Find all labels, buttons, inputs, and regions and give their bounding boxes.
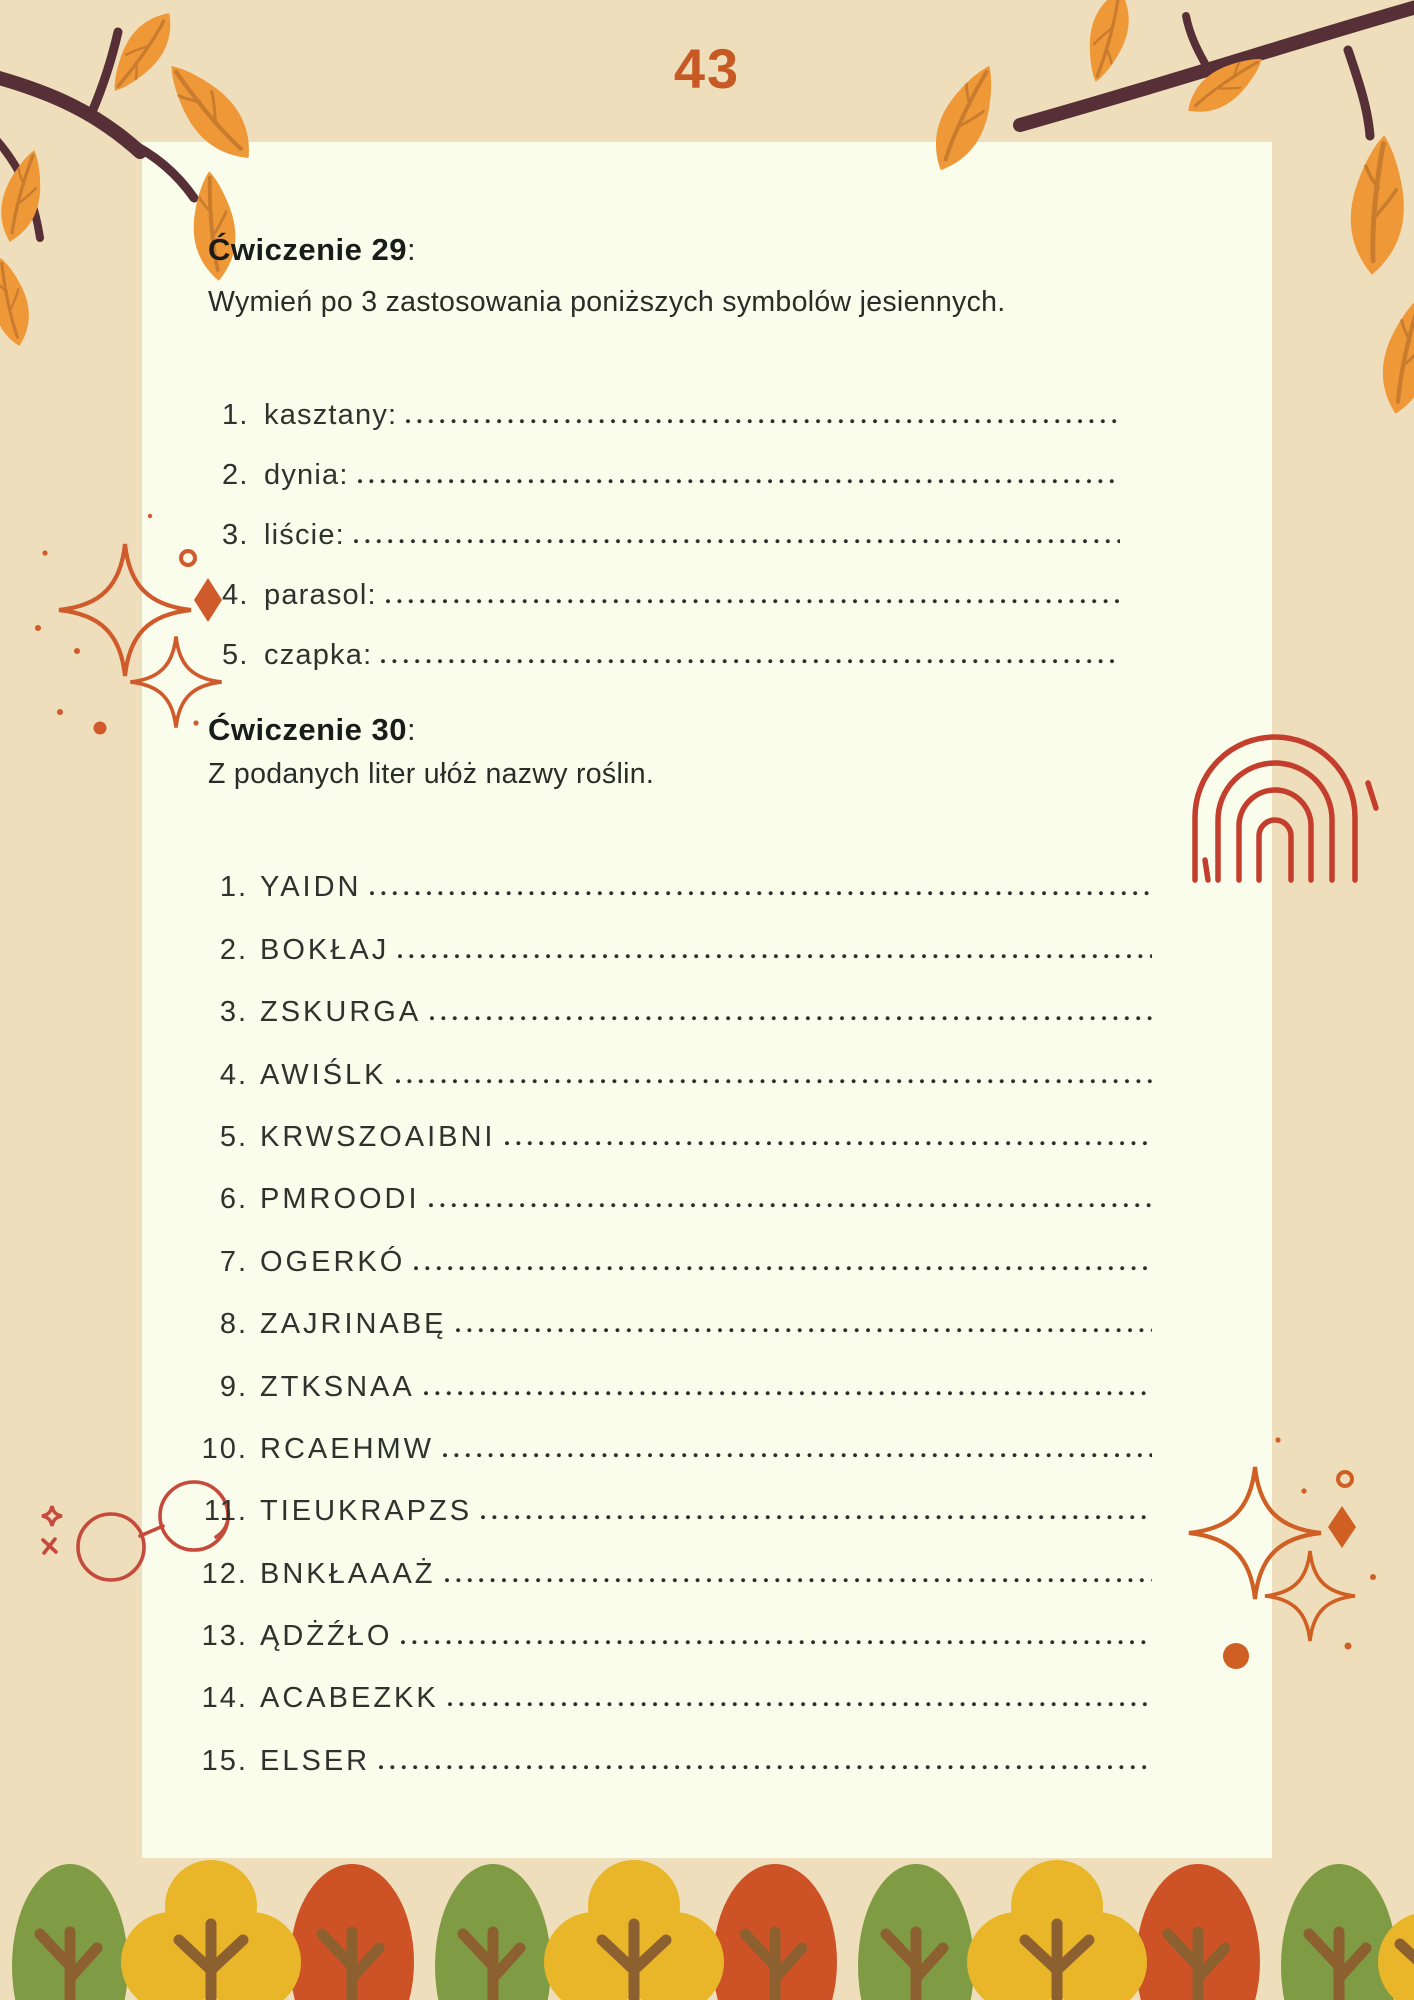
dotted-answer-line	[448, 1653, 1152, 1715]
item-number: 2.	[219, 933, 248, 966]
sparkles-right-icon	[1160, 1400, 1414, 1680]
list-item	[196, 1528, 1152, 1590]
list-item	[196, 1404, 1152, 1466]
item-number: 2.	[222, 459, 249, 491]
list-item	[222, 552, 1120, 612]
exercise-29-title-colon: :	[406, 232, 417, 267]
list-item	[196, 1216, 1152, 1278]
scrambled-letters: BNKŁAAAŻ	[260, 1557, 436, 1590]
dotted-answer-line	[443, 1404, 1152, 1466]
exercise-30-instruction: Z podanych liter ułóż nazwy roślin.	[208, 758, 655, 790]
list-item	[222, 372, 1120, 432]
dotted-answer-line	[430, 967, 1152, 1029]
list-item	[196, 1092, 1152, 1154]
item-number: 4.	[222, 579, 249, 611]
list-item	[196, 1591, 1152, 1653]
item-number: 5.	[222, 639, 249, 671]
list-item	[196, 1341, 1152, 1403]
exercise-30-title-text: Ćwiczenie 30	[208, 712, 407, 747]
scrambled-letters: ZSKURGA	[260, 996, 422, 1029]
scrambled-letters: TIEUKRAPZS	[260, 1495, 473, 1528]
scrambled-letters: AWIŚLK	[260, 1058, 387, 1091]
dotted-answer-line	[398, 904, 1152, 966]
scrambled-letters: ZAJRINABĘ	[260, 1308, 447, 1341]
dotted-answer-line	[424, 1341, 1152, 1403]
dotted-answer-line	[370, 842, 1152, 904]
scrambled-letters: ĄDŻŹŁO	[260, 1620, 393, 1653]
item-number: 9.	[219, 1370, 248, 1403]
dotted-answer-line	[379, 1715, 1152, 1777]
item-number: 10.	[201, 1432, 248, 1465]
item-label: liście:	[264, 519, 345, 551]
scrambled-letters: PMROODI	[260, 1183, 420, 1216]
exercise-30-list	[196, 842, 1152, 1778]
scrambled-letters: KRWSZOAIBNI	[260, 1120, 496, 1153]
exercise-29-title	[208, 232, 416, 268]
item-number: 4.	[219, 1058, 248, 1091]
exercise-29-instruction: Wymień po 3 zastosowania poniższych symbolów jesiennych.	[208, 286, 1006, 318]
item-number: 1.	[222, 399, 249, 431]
list-item	[222, 492, 1120, 552]
scrambled-letters: RCAEHMW	[260, 1432, 435, 1465]
dotted-answer-line	[414, 1216, 1152, 1278]
tree-row-icon	[0, 1848, 1414, 2000]
scrambled-letters: BOKŁAJ	[260, 933, 390, 966]
item-label: czapka:	[264, 639, 373, 671]
item-number: 1.	[219, 871, 248, 904]
list-item	[196, 904, 1152, 966]
dotted-answer-line	[505, 1092, 1153, 1154]
item-label: dynia:	[264, 459, 349, 491]
list-item	[196, 1029, 1152, 1091]
dotted-answer-line	[406, 372, 1120, 432]
exercise-29-title-text: Ćwiczenie 29	[208, 232, 407, 267]
rainbow-doodle-icon	[1180, 700, 1414, 900]
dotted-answer-line	[456, 1279, 1152, 1341]
dotted-answer-line	[396, 1029, 1152, 1091]
item-number: 14.	[201, 1682, 248, 1715]
list-item	[196, 1154, 1152, 1216]
item-number: 11.	[203, 1495, 248, 1528]
list-item	[196, 1279, 1152, 1341]
page-number: 43	[673, 37, 741, 100]
dotted-answer-line	[445, 1528, 1153, 1590]
dotted-answer-line	[429, 1154, 1152, 1216]
item-number: 3.	[219, 996, 248, 1029]
dotted-answer-line	[358, 432, 1120, 492]
item-number: 12.	[201, 1557, 248, 1590]
list-item	[196, 842, 1152, 904]
dotted-answer-line	[354, 492, 1120, 552]
list-item	[196, 1466, 1152, 1528]
scrambled-letters: ZTKSNAA	[260, 1370, 415, 1403]
scrambled-letters: ACABEZKK	[260, 1682, 439, 1715]
item-number: 3.	[222, 519, 249, 551]
dotted-answer-line	[401, 1591, 1152, 1653]
scrambled-letters: OGERKÓ	[260, 1245, 406, 1278]
exercise-29-list	[222, 372, 1120, 672]
list-item	[196, 1715, 1152, 1777]
list-item	[222, 432, 1120, 492]
exercise-30-title	[208, 712, 416, 748]
list-item	[222, 612, 1120, 672]
scrambled-letters: ELSER	[260, 1744, 371, 1777]
dotted-answer-line	[481, 1466, 1152, 1528]
item-number: 5.	[219, 1120, 248, 1153]
item-number: 8.	[219, 1308, 248, 1341]
exercise-30-title-colon: :	[406, 712, 417, 747]
item-number: 13.	[201, 1620, 248, 1653]
item-label: parasol:	[264, 579, 377, 611]
dotted-answer-line	[386, 552, 1120, 612]
dotted-answer-line	[381, 612, 1120, 672]
item-number: 6.	[219, 1183, 248, 1216]
list-item	[196, 967, 1152, 1029]
scrambled-letters: YAIDN	[260, 871, 362, 904]
item-label: kasztany:	[264, 399, 398, 431]
list-item	[196, 1653, 1152, 1715]
item-number: 15.	[201, 1744, 248, 1777]
item-number: 7.	[219, 1245, 248, 1278]
